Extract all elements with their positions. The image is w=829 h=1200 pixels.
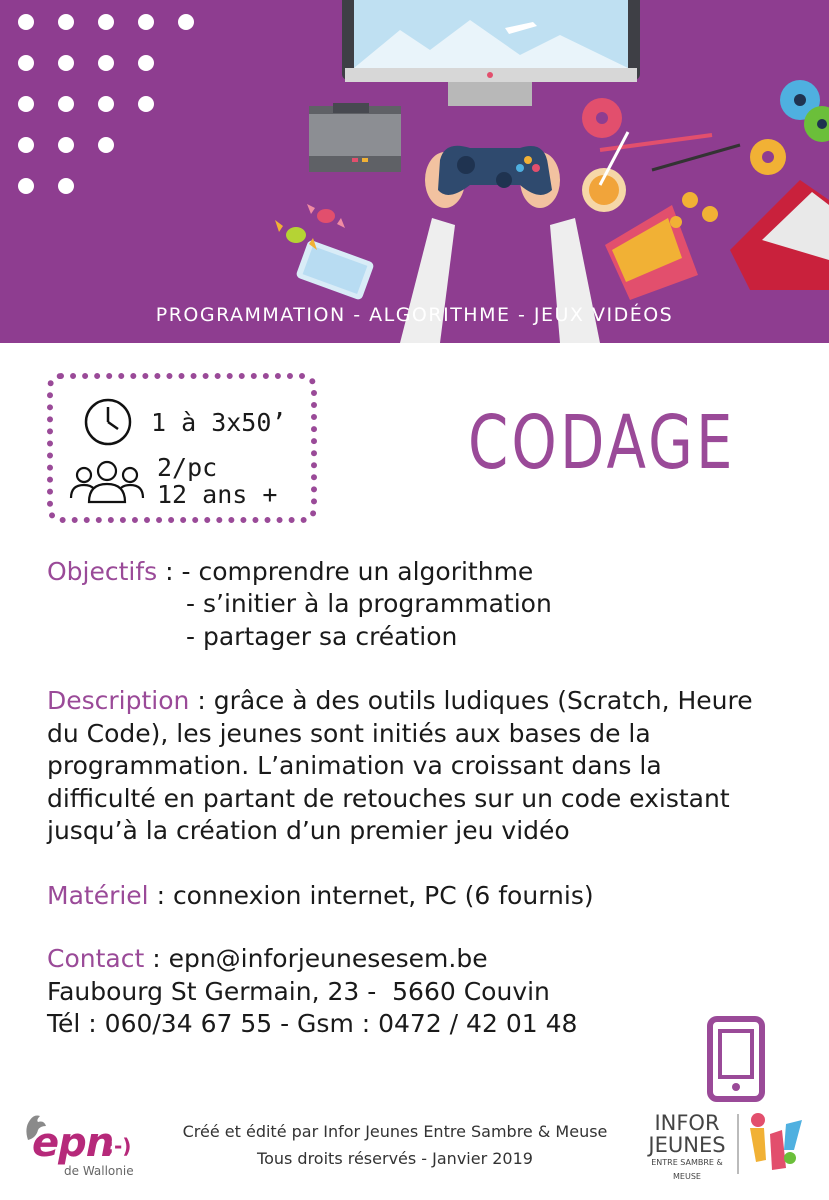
epn-logo-subtitle: de Wallonie [64,1164,134,1178]
objectives-label: Objectifs [47,557,158,586]
objective-item: - s’initier à la programmation [186,589,552,618]
description-label: Description [47,686,190,715]
objective-item: - partager sa création [186,621,458,651]
contact-section [47,943,577,1041]
infor-jeunes-logo [642,1110,812,1185]
material-text: : connexion internet, PC (6 fournis) [148,881,594,910]
smartphone-icon [295,239,374,301]
snack-bag-icon [605,180,829,300]
smartphone-outline-icon [706,1015,766,1103]
description-section [47,685,777,848]
material-section [47,880,594,913]
topics-banner: PROGRAMMATION - ALGORITHME - JEUX VIDÉOS [155,304,674,326]
objectives-separator: : [157,557,182,586]
clock-icon [83,397,133,447]
duration-text: 1 à 3x50’ [151,407,287,437]
hero-banner [0,0,829,343]
objective-item: - comprendre un algorithme [181,557,534,586]
group-size-text: 2/pc [157,453,218,482]
duration-row [83,397,286,447]
hero-illustration [0,0,829,343]
epn-logo-text: epn [32,1120,114,1166]
material-label: Matériel [47,881,149,910]
monitor-icon [342,0,640,106]
group-row [69,454,277,508]
logo-divider [737,1114,739,1174]
group-icon [69,458,145,504]
description-text: : grâce à des outils ludiques (Scratch, Heure du Code), les jeunes sont initiés aux bases de la programmation. L’animation va croissant dans la difficulté en partant de retouches sur un code existant jusqu’à la création d’un premier jeu vidéo [47,686,753,845]
retro-console-icon [309,103,401,172]
ij-logo-line1: INFOR [654,1111,720,1135]
cd-icon [582,80,829,175]
age-text: 12 ans + [157,480,278,509]
credit-line: Créé et édité par Infor Jeunes Entre Sambre & Meuse [182,1122,608,1141]
credits [150,1118,640,1172]
session-info-box [47,373,317,523]
contact-email: : epn@inforjeunesesem.be [144,944,488,973]
contact-label: Contact [47,944,145,973]
ij-logo-mark-icon [742,1110,808,1176]
ij-logo-subtitle: ENTRE SAMBRE & MEUSE [651,1158,723,1181]
rights-line: Tous droits réservés - Janvier 2019 [257,1149,533,1168]
objectives-list [186,588,552,653]
candy-icon [275,204,345,250]
contact-address: Faubourg St Germain, 23 - 5660 Couvin [47,976,550,1006]
contact-phone: Tél : 060/34 67 55 - Gsm : 0472 / 42 01 48 [47,1009,578,1038]
page-title: CODAGE [468,400,736,486]
objectives-section [47,556,807,589]
epn-logo-smiley: ;-) [106,1134,132,1158]
pencil-icon [582,132,740,212]
ij-logo-line2: JEUNES [648,1133,726,1157]
epn-logo [22,1112,142,1182]
dot-pattern [18,14,194,194]
